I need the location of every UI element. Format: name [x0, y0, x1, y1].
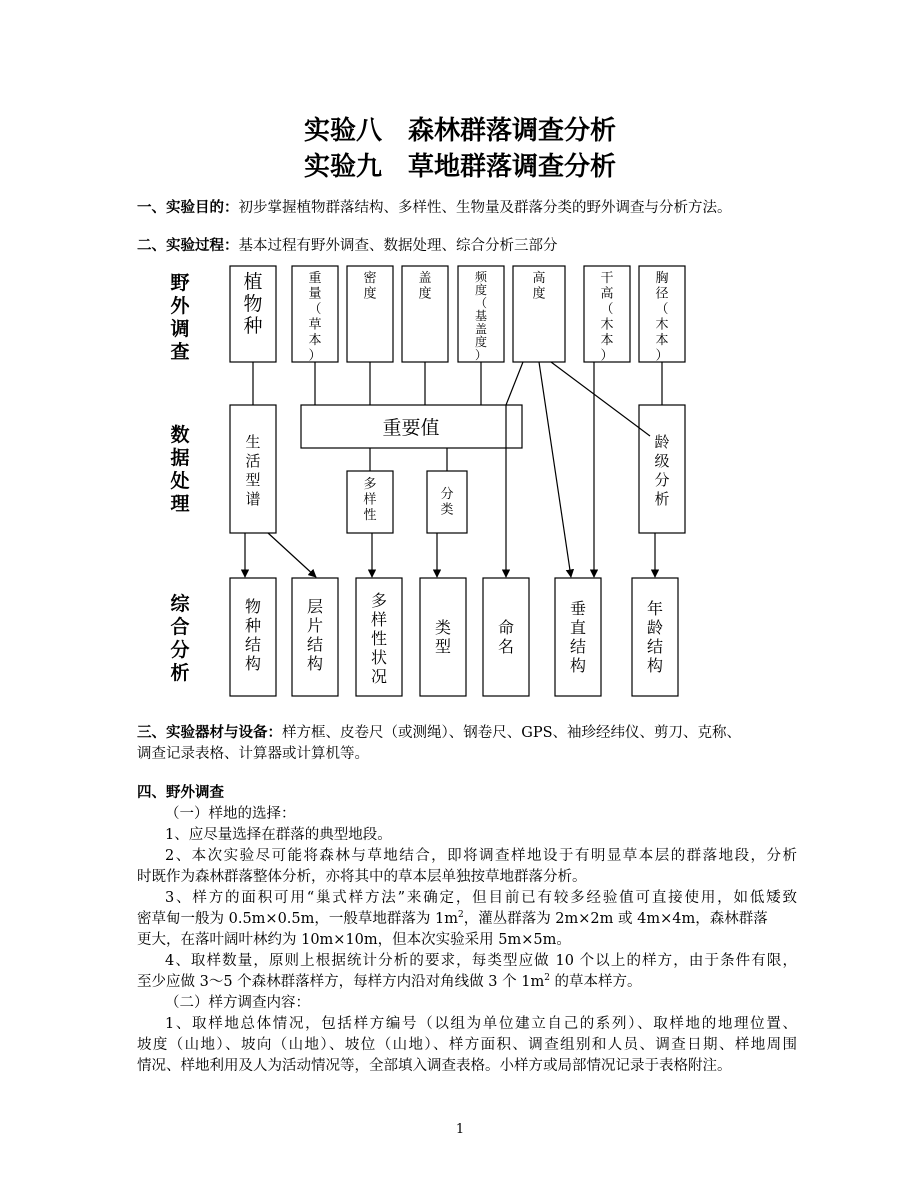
label-age-structure	[647, 599, 663, 675]
row-label-field-4: 查	[170, 341, 190, 363]
para-3c: 更大，在落叶阔叶林约为 10m×10m，但本次实验采用 5m×5m。	[137, 932, 571, 948]
importance-label: 重要值	[382, 417, 440, 439]
section-equipment-text: 样方框、皮卷尺（或测绳）、钢卷尺、GPS、袖珍经纬仪、剪刀、克称、	[282, 725, 742, 741]
superscript-2: 2	[457, 910, 464, 921]
label-trunk-height-char: 木	[600, 317, 614, 333]
label-weight-char: 草	[308, 317, 322, 333]
label-vertical-structure-char: 直	[569, 618, 587, 637]
row-label-synthesis	[170, 592, 190, 684]
label-layer-structure	[307, 597, 323, 673]
row-label-synthesis-3: 分	[170, 639, 190, 661]
para-5b: 坡度（山地）、坡向（山地）、坡位（山地）、样方面积、调查组别和人员、调查日期、样地周围	[137, 1037, 797, 1053]
label-density	[363, 271, 376, 302]
label-age-structure-char: 构	[646, 656, 664, 675]
label-type-char: 型	[434, 637, 452, 656]
label-naming-char: 名	[497, 637, 515, 656]
label-life-form-char: 型	[245, 471, 261, 489]
row-label-synthesis-1: 综	[170, 593, 190, 615]
para-4b-part2: 的草本样方。	[549, 974, 642, 990]
label-density-char: 密	[363, 271, 377, 286]
label-dbh-char: （	[655, 302, 669, 317]
label-life-form-char: 谱	[245, 490, 261, 508]
label-layer-structure-char: 层	[306, 597, 324, 616]
para-3a: 3、样方的面积可用“巢式样方法”来确定，但目前已有较多经验值可直接使用，如低矮致	[165, 890, 797, 906]
label-coverage-char: 盖	[418, 271, 432, 286]
label-vertical-structure-char: 构	[569, 656, 587, 675]
section-equipment-head: 三、实验器材与设备：	[137, 725, 282, 741]
row-label-synthesis-4: 析	[170, 662, 190, 684]
para-5c: 情况、样地利用及人为活动情况等，全部填入调查表格。小样方或局部情况记录于表格附注。	[137, 1058, 732, 1074]
label-diversity-status-char: 况	[370, 667, 388, 686]
label-diversity-status-char: 多	[370, 591, 388, 610]
label-frequency-char: ）	[474, 348, 488, 362]
label-diversity-char: 性	[363, 508, 377, 523]
section-process-text: 基本过程有野外调查、数据处理、综合分析三部分	[238, 238, 558, 254]
label-plant-species-char: 物	[243, 293, 263, 315]
para-3b	[137, 909, 797, 929]
label-diversity	[363, 477, 376, 523]
label-frequency-char: 盖	[474, 322, 488, 336]
section-purpose-text: 初步掌握植物群落结构、多样性、生物量及群落分类的野外调查与分析方法。	[238, 200, 732, 216]
label-age-class-char: 级	[654, 452, 670, 470]
label-weight-char: 本	[308, 333, 322, 348]
label-dbh-char: 木	[655, 317, 669, 333]
label-age-structure-char: 龄	[646, 618, 664, 637]
label-classification	[440, 487, 453, 518]
label-type	[435, 618, 451, 656]
title-experiment-9: 实验九 草地群落调查分析	[303, 152, 616, 182]
row-label-processing-3: 处	[170, 470, 190, 492]
label-type-char: 类	[434, 618, 452, 637]
label-vertical-structure-char: 垂	[569, 599, 587, 618]
para-3b-part2: ，灌丛群落为 2m×2m 或 4m×4m，森林群落	[463, 911, 768, 927]
para-1: 1、应尽量选择在群落的典型地段。	[165, 827, 392, 843]
label-diversity-status-char: 状	[370, 648, 388, 667]
label-weight-char: （	[308, 302, 322, 317]
label-species-structure-char: 种	[244, 616, 262, 635]
label-age-structure-char: 年	[646, 599, 664, 618]
label-layer-structure-char: 结	[306, 635, 324, 654]
label-frequency-char: 度	[474, 335, 488, 349]
superscript-2b: 2	[544, 973, 550, 984]
title-experiment-8: 实验八 森林群落调查分析	[303, 116, 616, 146]
label-diversity-status	[371, 591, 387, 686]
label-height-char: 度	[532, 286, 546, 302]
label-trunk-height-char: 干	[600, 271, 614, 286]
subsection-site-selection: （一）样地的选择：	[165, 806, 296, 822]
label-diversity-char: 样	[363, 492, 377, 508]
row-label-synthesis-2: 合	[170, 616, 190, 638]
label-trunk-height	[600, 271, 613, 364]
para-3b-part1: 密草甸一般为 0.5m×0.5m，一般草地群落为 1m	[137, 911, 458, 927]
label-height-char: 高	[532, 271, 546, 286]
row-label-field	[170, 272, 190, 363]
label-layer-structure-char: 构	[306, 654, 324, 673]
label-diversity-char: 多	[363, 477, 377, 492]
row-label-field-3: 调	[170, 318, 190, 340]
label-age-structure-char: 结	[646, 637, 664, 656]
label-plant-species-char: 种	[243, 315, 263, 337]
label-density-char: 度	[363, 286, 377, 302]
para-2b: 时既作为森林群落整体分析，亦将其中的草本层单独按草地群落分析。	[137, 869, 587, 885]
row-label-processing	[169, 423, 190, 515]
label-age-class-char: 析	[654, 490, 670, 508]
label-vertical-structure	[570, 599, 586, 675]
label-dbh	[655, 271, 668, 364]
label-age-class-char: 龄	[654, 433, 670, 451]
label-vertical-structure-char: 结	[569, 637, 587, 656]
label-dbh-char: ）	[655, 348, 669, 364]
row-label-processing-2: 据	[170, 447, 190, 469]
label-frequency-char: 基	[474, 309, 488, 323]
label-trunk-height-char: 高	[600, 286, 614, 302]
label-diversity-status-char: 样	[370, 610, 388, 629]
label-classification-char: 类	[440, 502, 454, 518]
label-weight-char: 量	[308, 286, 322, 302]
label-life-form	[245, 433, 260, 508]
para-2a: 2、本次实验尽可能将森林与草地结合，即将调查样地设于有明显草本层的群落地段，分析	[165, 848, 797, 864]
label-frequency-char: （	[474, 296, 488, 310]
page-number: 1	[455, 1122, 465, 1137]
label-plant-species-char: 植	[243, 271, 263, 293]
label-naming-char: 命	[497, 618, 515, 637]
label-frequency	[475, 269, 488, 362]
label-species-structure-char: 构	[244, 654, 262, 673]
section-field-survey-head: 四、野外调查	[137, 785, 224, 801]
label-age-class	[654, 433, 669, 508]
label-frequency-char: 频	[474, 270, 488, 284]
para-5a: 1、取样地总体情况，包括样方编号（以组为单位建立自己的系列）、取样地的地理位置、	[165, 1016, 797, 1032]
section-field-survey	[137, 783, 797, 803]
label-trunk-height-char: ）	[600, 348, 614, 364]
section-process-head: 二、实验过程：	[137, 238, 239, 254]
label-weight	[308, 271, 321, 364]
label-diversity-status-char: 性	[370, 629, 388, 648]
label-coverage	[418, 271, 431, 302]
label-life-form-char: 活	[245, 452, 261, 470]
para-4b	[137, 972, 797, 992]
label-dbh-char: 胸	[655, 271, 669, 286]
label-dbh-char: 径	[655, 286, 669, 302]
label-plant-species	[243, 271, 262, 337]
label-life-form-char: 生	[245, 433, 261, 451]
para-4b-part1: 至少应做 3～5 个森林群落样方，每样方内沿对角线做 3 个 1m	[137, 974, 545, 990]
label-species-structure	[245, 597, 261, 673]
row-label-field-2: 外	[170, 295, 190, 317]
row-label-processing-4: 理	[170, 493, 190, 515]
label-species-structure-char: 物	[244, 597, 262, 616]
label-age-class-char: 分	[654, 471, 670, 489]
label-weight-char: 重	[308, 271, 322, 286]
label-trunk-height-char: 本	[600, 333, 614, 348]
subsection-plot-content: （二）样方调查内容：	[165, 995, 310, 1011]
section-equipment	[137, 723, 797, 743]
label-classification-char: 分	[440, 487, 454, 502]
row-label-processing-1: 数	[170, 424, 190, 446]
label-layer-structure-char: 片	[306, 616, 324, 635]
label-frequency-char: 度	[474, 283, 488, 297]
label-weight-char: ）	[308, 348, 322, 364]
label-dbh-char: 本	[655, 333, 669, 348]
label-naming	[498, 618, 514, 656]
section-equipment-cont: 调查记录表格、计算器或计算机等。	[137, 746, 369, 762]
label-coverage-char: 度	[418, 286, 432, 302]
para-4a: 4、取样数量，原则上根据统计分析的要求，每类型应做 10 个以上的样方，由于条件有限，	[165, 953, 797, 969]
label-height	[532, 270, 545, 302]
label-species-structure-char: 结	[244, 635, 262, 654]
section-purpose-head: 一、实验目的：	[137, 200, 239, 216]
label-trunk-height-char: （	[600, 302, 614, 317]
row-label-field-1: 野	[170, 272, 190, 294]
